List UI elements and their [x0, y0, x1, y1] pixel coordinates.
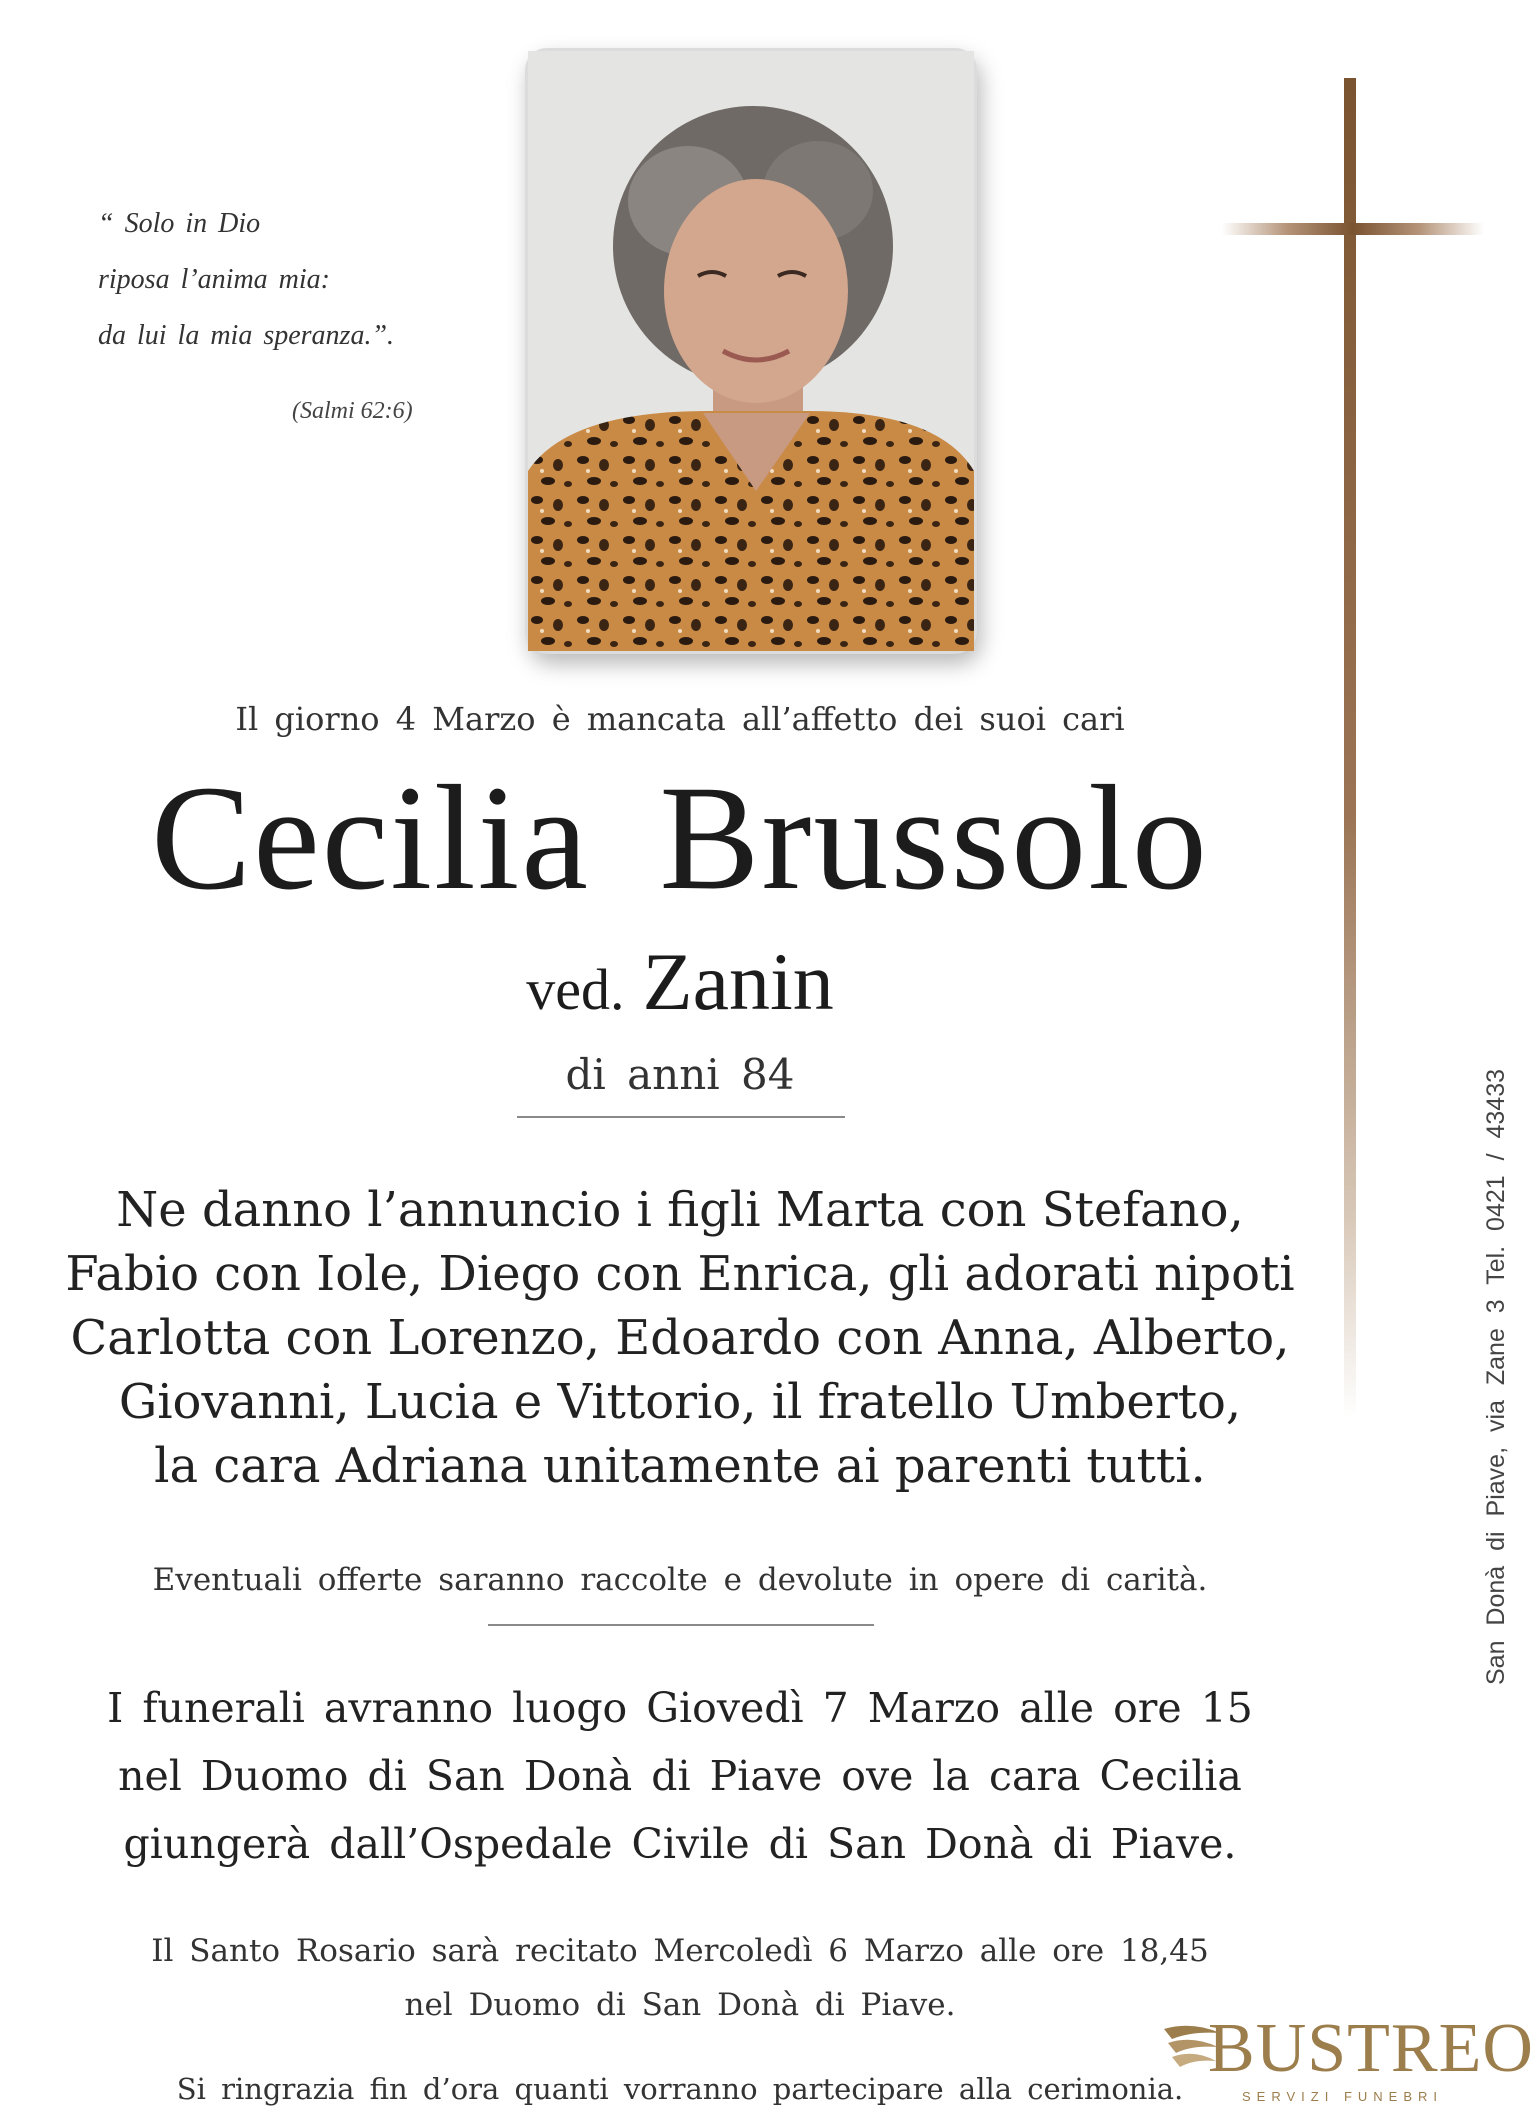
funeral-line: nel Duomo di San Donà di Piave ove la cara Cecilia: [118, 1752, 1242, 1800]
funeral-line: I funerali avranno luogo Giovedì 7 Marzo alle ore 15: [107, 1684, 1253, 1732]
agency-logo: [1162, 2010, 1534, 2108]
quote-line: da lui la mia speranza.”.: [98, 320, 395, 351]
quote-reference: (Salmi 62:6): [292, 398, 413, 424]
deceased-name: Cecilia Brussolo: [151, 755, 1209, 921]
logo-name: BUSTREO: [1208, 2010, 1534, 2087]
funeral-details: [0, 1674, 1360, 1878]
rosary-line: nel Duomo di San Donà di Piave.: [404, 1987, 956, 2023]
divider: [517, 1116, 845, 1118]
portrait-image: [528, 51, 974, 651]
family-line: la cara Adriana unitamente ai parenti tutti.: [154, 1438, 1206, 1494]
quote-line: “ Solo in Dio: [98, 208, 261, 239]
intro-text: Il giorno 4 Marzo è mancata all’affetto dei suoi cari: [235, 700, 1125, 738]
family-line: Fabio con Iole, Diego con Enrica, gli adorati nipoti: [65, 1246, 1295, 1302]
widow-prefix: ved.: [526, 957, 625, 1022]
offers-text: Eventuali offerte saranno raccolte e devolute in opere di carità.: [152, 1562, 1208, 1598]
family-line: Giovanni, Lucia e Vittorio, il fratello Umberto,: [118, 1374, 1242, 1430]
age-text: di anni 84: [565, 1050, 795, 1099]
family-announcement: [0, 1178, 1360, 1498]
thanks-text: Si ringrazia fin d’ora quanti vorranno partecipare alla cerimonia.: [176, 2072, 1184, 2106]
bible-quote: [98, 196, 394, 364]
quote-line: riposa l’anima mia:: [98, 264, 330, 295]
portrait-photo: [525, 48, 977, 654]
rosary-details: [0, 1924, 1360, 2032]
rosary-line: Il Santo Rosario sarà recitato Mercoledì 6 Marzo alle ore 18,45: [151, 1933, 1209, 1969]
married-name: Zanin: [642, 936, 834, 1027]
logo-tagline: SERVIZI FUNEBRI: [1242, 2089, 1444, 2104]
agency-contact: San Donà di Piave, via Zane 3 Tel. 0421 / 43433: [1482, 1068, 1510, 1685]
divider: [488, 1624, 874, 1626]
family-line: Carlotta con Lorenzo, Edoardo con Anna, Alberto,: [70, 1310, 1290, 1366]
cross-horizontal-bar: [1222, 223, 1484, 235]
married-name-line: [0, 935, 1360, 1029]
funeral-line: giungerà dall’Ospedale Civile di San Donà di Piave.: [123, 1820, 1237, 1868]
family-line: Ne danno l’annuncio i figli Marta con Stefano,: [116, 1182, 1244, 1238]
